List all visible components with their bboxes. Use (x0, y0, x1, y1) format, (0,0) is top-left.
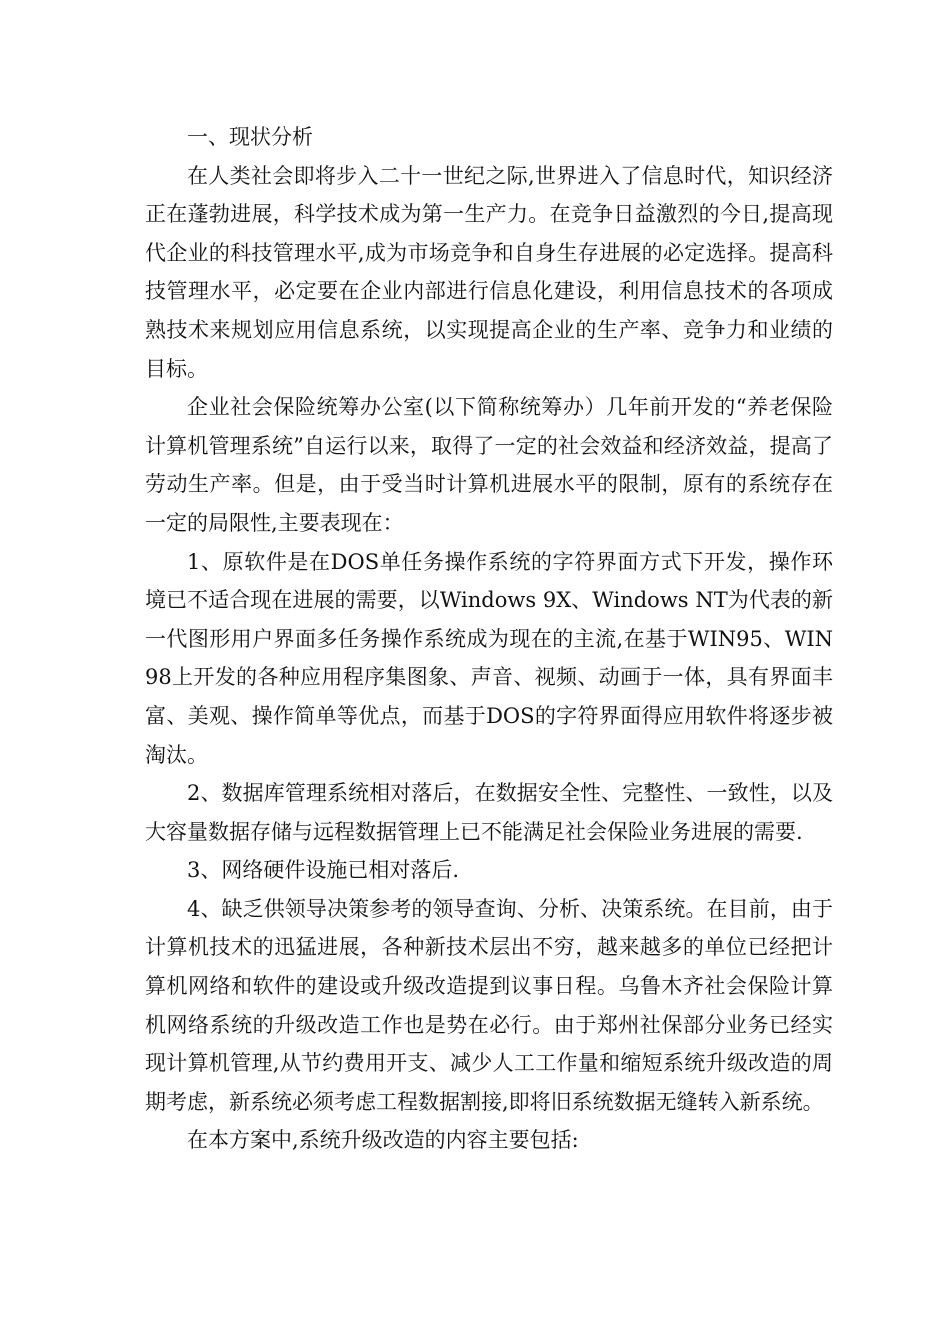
document-body (145, 118, 833, 1160)
paragraph-issue-3: 3、网络硬件设施已相对落后. (187, 858, 460, 883)
paragraph-issue-1: 1、原软件是在DOS单任务操作系统的字符界面方式下开发，操作环境已不适合现在进展的需要，以Windows 9X、Windows NT为代表的新一代图形用户界面多任务操作系统成为现在的主流,在基于WIN95、WIN98上开发的各种应用程序集图象、声音、视频、动画于一体，具有界面丰富、美观、操作简单等优点，而基于DOS的字符界面得应用软件将逐步被淘汰。 (145, 549, 833, 767)
paragraph-issue-2: 2、数据库管理系统相对落后，在数据安全性、完整性、一致性，以及大容量数据存储与远程数据管理上已不能满足社会保险业务进展的需要. (145, 781, 833, 844)
paragraph-background: 在人类社会即将步入二十一世纪之际,世界进入了信息时代，知识经济正在蓬勃进展，科学技术成为第一生产力。在竞争日益激烈的今日,提高现代企业的科技管理水平,成为市场竞争和自身生存进展的必定选择。提高科技管理水平，必定要在企业内部进行信息化建设，利用信息技术的各项成熟技术来规划应用信息系统，以实现提高企业的生产率、竞争力和业绩的目标。 (145, 163, 833, 381)
section-heading: 一、现状分析 (187, 125, 313, 149)
paragraph-issue-4: 4、缺乏供领导决策参考的领导查询、分析、决策系统。在目前，由于计算机技术的迅猛进展，各种新技术层出不穷，越来越多的单位已经把计算机网络和软件的建设或升级改造提到议事日程。乌鲁木齐社会保险计算机网络系统的升级改造工作也是势在必行。由于郑州社保部分业务已经实现计算机管理,从节约费用开支、减少人工工作量和缩短系统升级改造的周期考虑，新系统必须考虑工程数据割接,即将旧系统数据无缝转入新系统。 (145, 896, 833, 1114)
paragraph-current-system: 企业社会保险统筹办公室(以下简称统筹办）几年前开发的“养老保险计算机管理系统”自运行以来，取得了一定的社会效益和经济效益，提高了劳动生产率。但是，由于受当时计算机进展水平的限制，原有的系统存在一定的局限性,主要表现在： (145, 395, 833, 535)
paragraph-plan-intro: 在本方案中,系统升级改造的内容主要包括: (187, 1128, 579, 1153)
